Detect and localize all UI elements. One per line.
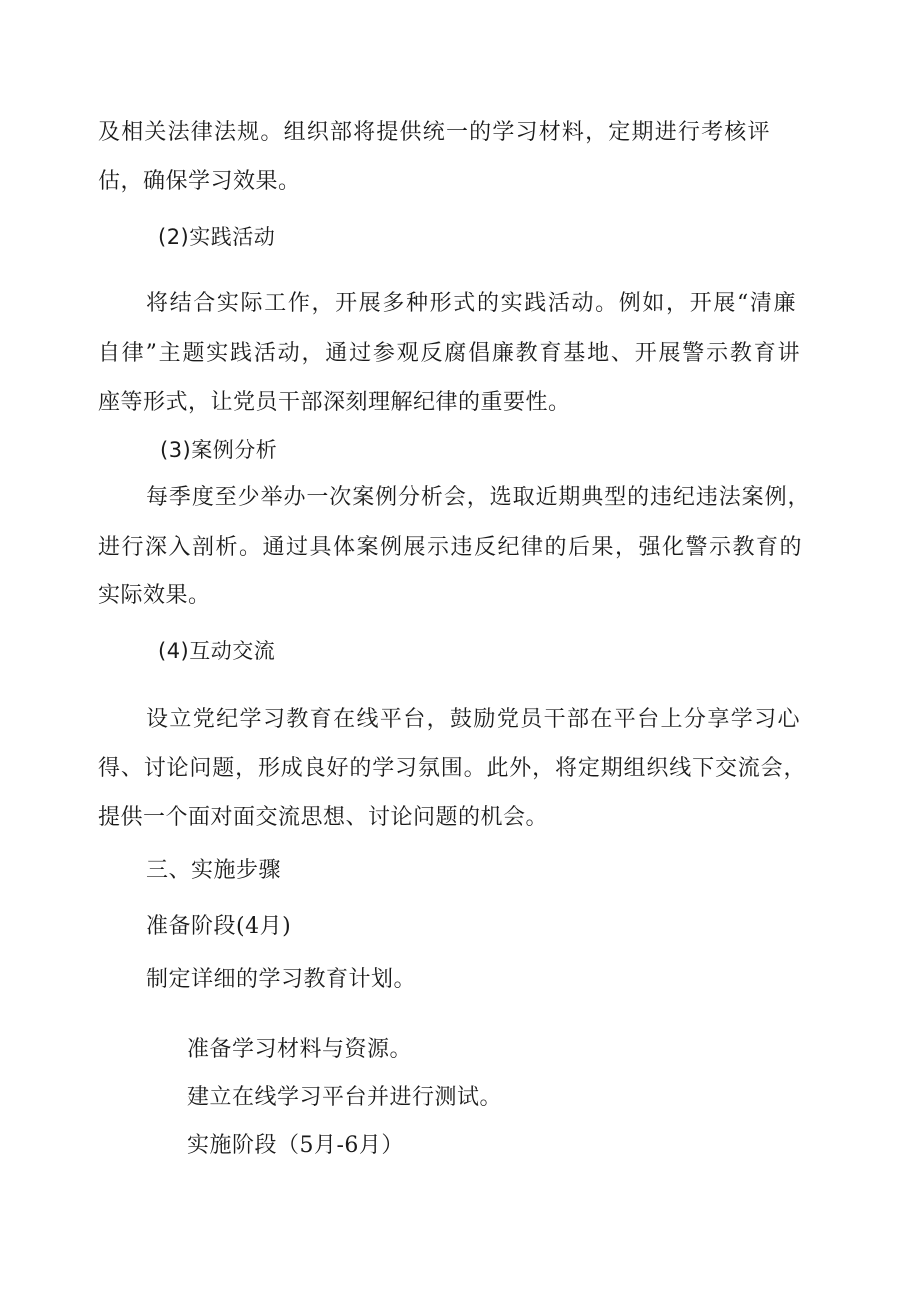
paragraph-line: 将结合实际工作，开展多种形式的实践活动。例如，开展“清廉 — [146, 291, 796, 316]
phase-title: 准备阶段(4月) — [146, 914, 292, 939]
phase-title: 实施阶段（5月-6月） — [187, 1133, 404, 1158]
paragraph-line: 设立党纪学习教育在线平台，鼓励党员干部在平台上分享学习心 — [146, 707, 800, 732]
paragraph-line: 及相关法律法规。组织部将提供统一的学习材料，定期进行考核评 — [98, 120, 770, 145]
paragraph-line: 估，确保学习效果。 — [98, 169, 301, 194]
paragraph-line: 座等形式，让党员干部深刻理解纪律的重要性。 — [98, 390, 571, 415]
list-item: 建立在线学习平台并进行测试。 — [187, 1085, 503, 1110]
paragraph-line: 得、讨论问题，形成良好的学习氛围。此外，将定期组织线下交流会， — [98, 756, 806, 781]
list-item: 制定详细的学习教育计划。 — [146, 967, 417, 992]
section-heading: (3)案例分析 — [160, 438, 278, 462]
section-heading: 三、实施步骤 — [146, 858, 282, 883]
paragraph-line: 提供一个面对面交流思想、讨论问题的机会。 — [98, 805, 549, 830]
list-item: 准备学习材料与资源。 — [187, 1037, 413, 1062]
paragraph-line: 每季度至少举办一次案例分析会，选取近期典型的违纪违法案例， — [146, 485, 810, 510]
paragraph-line: 进行深入剖析。通过具体案例展示违反纪律的后果，强化警示教育的 — [98, 535, 802, 560]
section-heading: (2)实践活动 — [158, 225, 276, 249]
paragraph-line: 自律”主题实践活动，通过参观反腐倡廉教育基地、开展警示教育讲 — [98, 341, 800, 366]
paragraph-line: 实际效果。 — [98, 583, 211, 608]
section-heading: (4)互动交流 — [158, 639, 276, 663]
